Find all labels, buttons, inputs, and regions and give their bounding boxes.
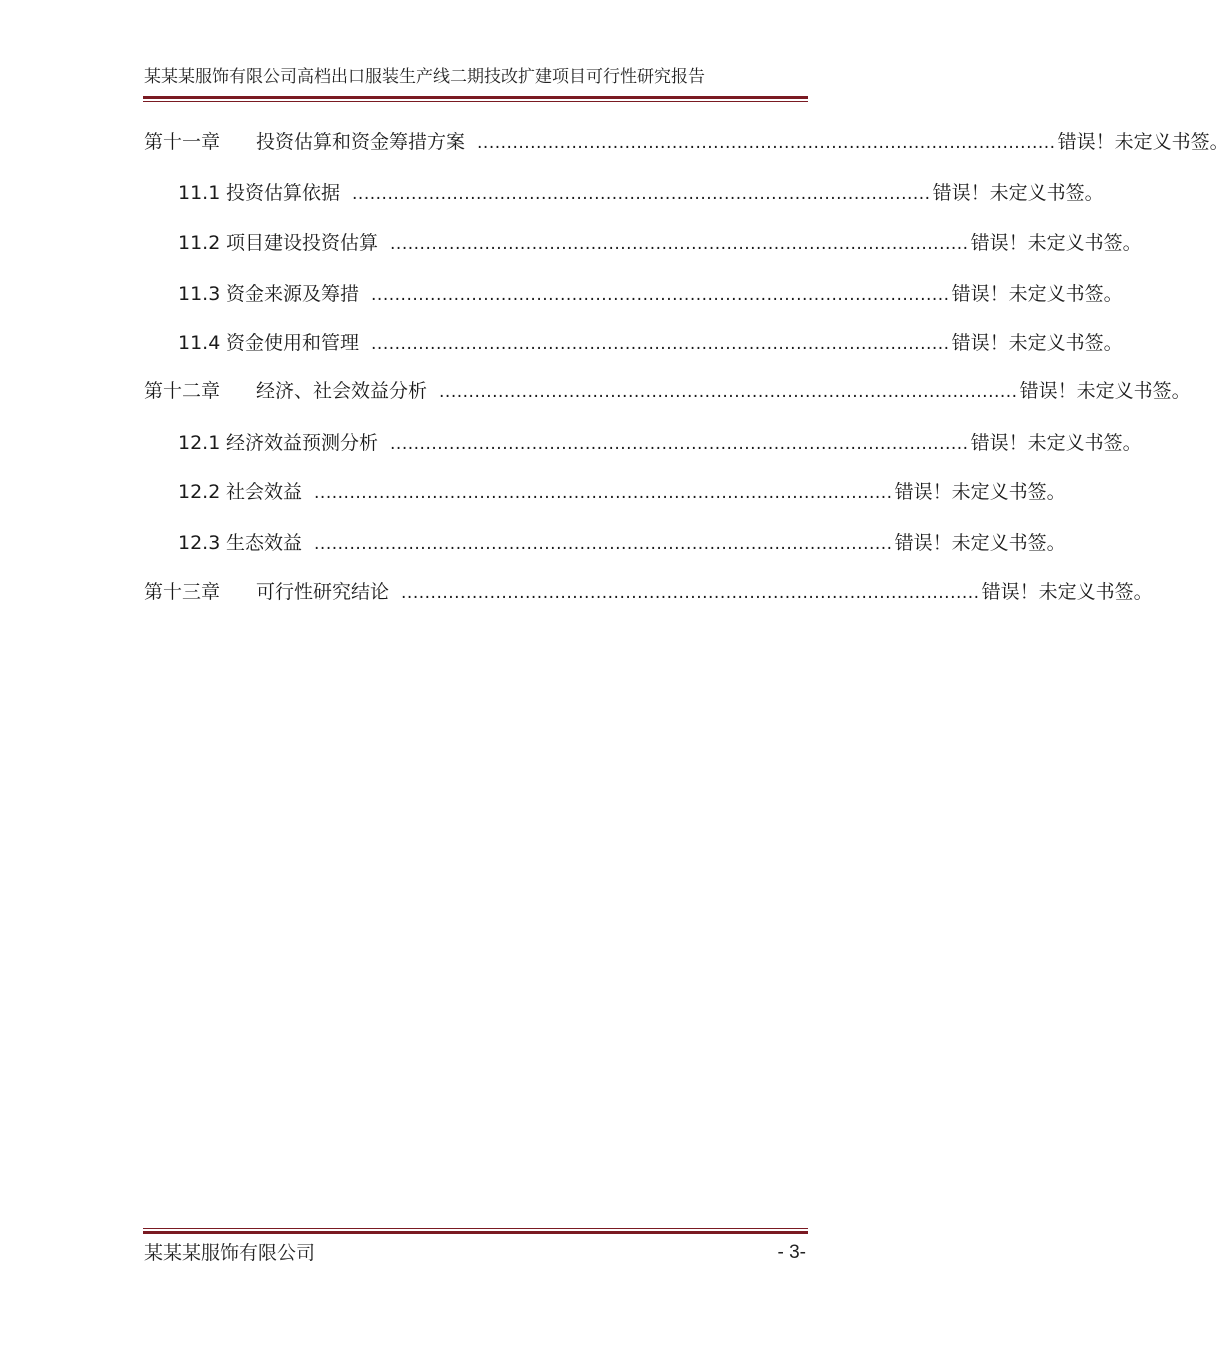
toc-leader-dots: .................................................................................................. xyxy=(390,434,969,454)
toc-leader-dots: .................................................................................................. xyxy=(371,334,950,354)
toc-leader-dots: .................................................................................................. xyxy=(314,483,893,503)
footer-rule-thin xyxy=(143,1228,808,1229)
toc-entry-label: 经济效益预测分析 xyxy=(226,432,379,454)
toc-entry-label: 资金使用和管理 xyxy=(226,332,360,354)
toc-entry-label: 投资估算和资金筹措方案 xyxy=(256,131,466,153)
toc-entry-number: 11.1 xyxy=(178,182,221,204)
toc-entry-number: 11.4 xyxy=(178,332,221,354)
toc-entry[interactable] xyxy=(144,579,1153,605)
toc-entry-number: 第十二章 xyxy=(144,380,221,402)
toc-entry[interactable] xyxy=(144,378,1191,404)
toc-entry-page: 错误！未定义书签。 xyxy=(894,481,1066,503)
toc-entry-page: 错误！未定义书签。 xyxy=(1019,380,1191,402)
toc-entry[interactable] xyxy=(144,129,1229,155)
toc-entry[interactable] xyxy=(178,330,1123,356)
toc-entry-label: 社会效益 xyxy=(226,481,303,503)
toc-entry-number: 12.1 xyxy=(178,432,221,454)
toc-entry[interactable] xyxy=(178,281,1123,307)
toc-leader-dots: .................................................................................................. xyxy=(439,382,1018,402)
toc-leader-dots: .................................................................................................. xyxy=(390,234,969,254)
toc-entry-label: 生态效益 xyxy=(226,532,303,554)
toc-entry-number: 第十三章 xyxy=(144,581,221,603)
toc-entry-number: 12.2 xyxy=(178,481,221,503)
toc-entry-number: 12.3 xyxy=(178,532,221,554)
toc-entry-page: 错误！未定义书签。 xyxy=(894,532,1066,554)
toc-entry-page: 错误！未定义书签。 xyxy=(970,232,1142,254)
toc-entry-page: 错误！未定义书签。 xyxy=(951,332,1123,354)
toc-entry-page: 错误！未定义书签。 xyxy=(932,182,1104,204)
toc-entry-label: 资金来源及筹措 xyxy=(226,283,360,305)
toc-entry-label: 项目建设投资估算 xyxy=(226,232,379,254)
toc-leader-dots: .................................................................................................. xyxy=(477,133,1056,153)
document-title: 某某某服饰有限公司高档出口服装生产线二期技改扩建项目可行性研究报告 xyxy=(144,67,705,87)
toc-entry-number: 11.3 xyxy=(178,283,221,305)
toc-entry[interactable] xyxy=(178,180,1104,206)
toc-entry[interactable] xyxy=(178,230,1142,256)
toc-entry-page: 错误！未定义书签。 xyxy=(1057,131,1229,153)
toc-entry-number: 11.2 xyxy=(178,232,221,254)
toc-leader-dots: .................................................................................................. xyxy=(352,184,931,204)
table-of-contents xyxy=(0,0,1229,620)
toc-entry[interactable] xyxy=(178,430,1142,456)
toc-leader-dots: .................................................................................................. xyxy=(401,583,980,603)
toc-entry[interactable] xyxy=(178,530,1066,556)
footer-company-name: 某某某服饰有限公司 xyxy=(144,1242,316,1264)
toc-leader-dots: .................................................................................................. xyxy=(314,534,893,554)
toc-entry-page: 错误！未定义书签。 xyxy=(981,581,1153,603)
toc-entry-number: 第十一章 xyxy=(144,131,221,153)
footer-rule-thick xyxy=(143,1231,808,1234)
toc-entry-label: 可行性研究结论 xyxy=(256,581,390,603)
toc-entry-label: 投资估算依据 xyxy=(226,182,341,204)
toc-entry[interactable] xyxy=(178,479,1066,505)
toc-entry-page: 错误！未定义书签。 xyxy=(970,432,1142,454)
toc-entry-page: 错误！未定义书签。 xyxy=(951,283,1123,305)
toc-leader-dots: .................................................................................................. xyxy=(371,285,950,305)
toc-entry-label: 经济、社会效益分析 xyxy=(256,380,428,402)
footer-page-number: - 3- xyxy=(777,1242,806,1263)
